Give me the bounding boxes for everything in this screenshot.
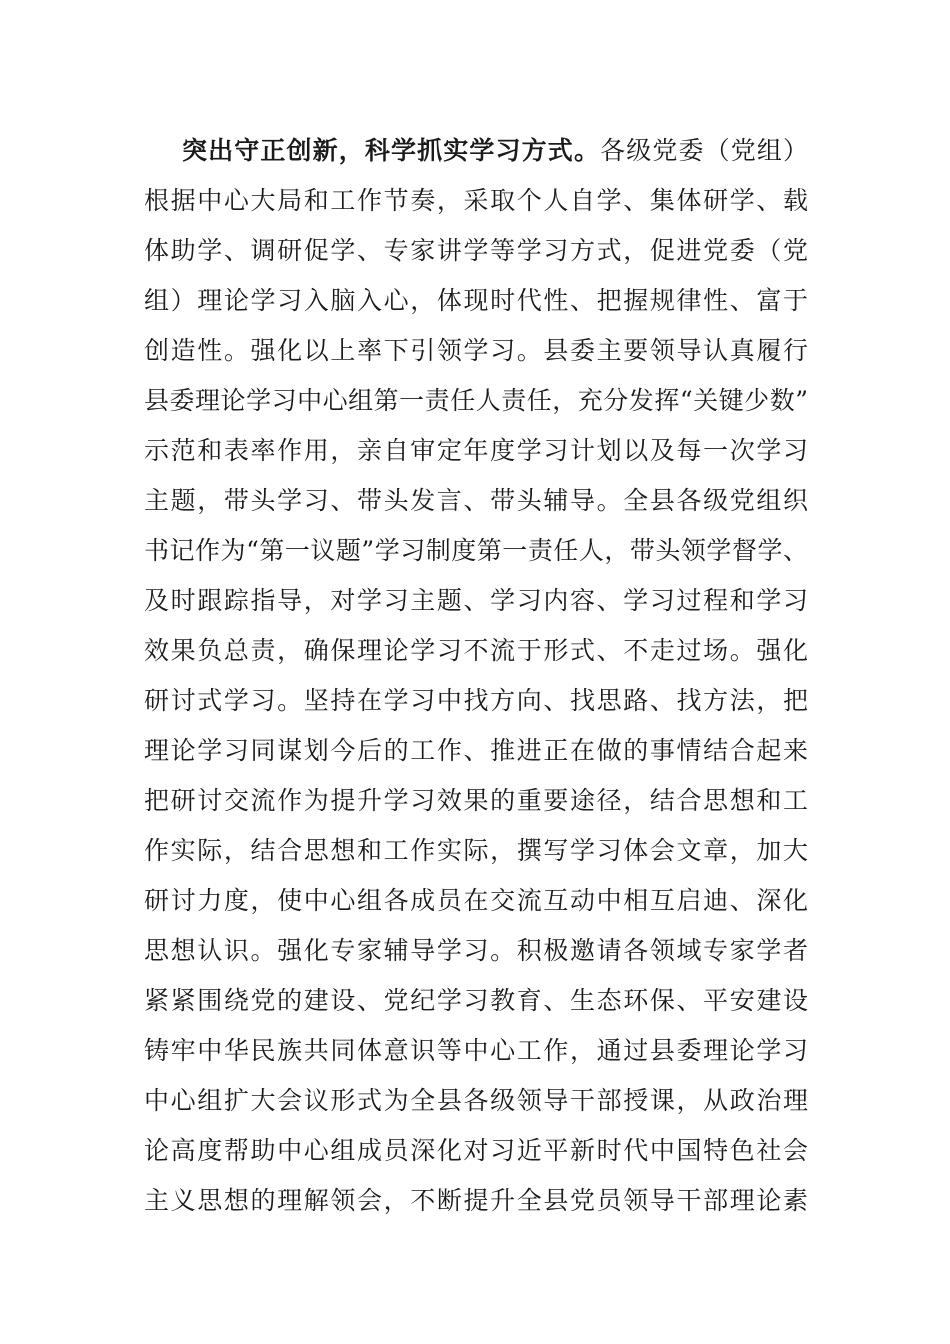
paragraph-line — [144, 126, 808, 176]
paragraph-line: 及时跟踪指导，对学习主题、学习内容、学习过程和学习 — [144, 586, 808, 615]
paragraph-line: 体助学、调研促学、专家讲学等学习方式，促进党委（党 — [144, 236, 808, 265]
paragraph-line: 组）理论学习入脑入心，体现时代性、把握规律性、富于 — [144, 286, 808, 315]
paragraph-heading: 突出守正创新，科学抓实学习方式。 — [182, 136, 601, 165]
paragraph-line: 研讨式学习。坚持在学习中找方向、找思路、找方法，把 — [144, 686, 808, 715]
paragraph-line: 书记作为“第一议题”学习制度第一责任人，带头领学督学、 — [144, 536, 808, 565]
paragraph-line: 创造性。强化以上率下引领学习。县委主要领导认真履行 — [144, 336, 808, 365]
paragraph-line: 思想认识。强化专家辅导学习。积极邀请各领域专家学者 — [144, 936, 808, 965]
paragraph-line: 效果负总责，确保理论学习不流于形式、不走过场。强化 — [144, 636, 808, 665]
paragraph-line: 主题，带头学习、带头发言、带头辅导。全县各级党组织 — [144, 486, 808, 515]
paragraph-line: 主义思想的理解领会，不断提升全县党员领导干部理论素 — [144, 1186, 808, 1215]
paragraph-line: 作实际，结合思想和工作实际，撰写学习体会文章，加大 — [144, 836, 808, 865]
document-body — [144, 126, 808, 1226]
paragraph-line: 根据中心大局和工作节奏，采取个人自学、集体研学、载 — [144, 186, 808, 215]
paragraph-text: 各级党委（党组） — [600, 136, 808, 165]
paragraph-line: 论高度帮助中心组成员深化对习近平新时代中国特色社会 — [144, 1136, 808, 1165]
paragraph-line: 铸牢中华民族共同体意识等中心工作，通过县委理论学习 — [144, 1036, 808, 1065]
paragraph-line: 中心组扩大会议形式为全县各级领导干部授课，从政治理 — [144, 1086, 808, 1115]
paragraph-line: 紧紧围绕党的建设、党纪学习教育、生态环保、平安建设 — [144, 986, 808, 1015]
paragraph-line: 把研讨交流作为提升学习效果的重要途径，结合思想和工 — [144, 786, 808, 815]
paragraph-line: 研讨力度，使中心组各成员在交流互动中相互启迪、深化 — [144, 886, 808, 915]
paragraph-line: 理论学习同谋划今后的工作、推进正在做的事情结合起来 — [144, 736, 808, 765]
paragraph-line: 示范和表率作用，亲自审定年度学习计划以及每一次学习 — [144, 436, 808, 465]
paragraph-line: 县委理论学习中心组第一责任人责任，充分发挥“关键少数” — [144, 386, 808, 415]
